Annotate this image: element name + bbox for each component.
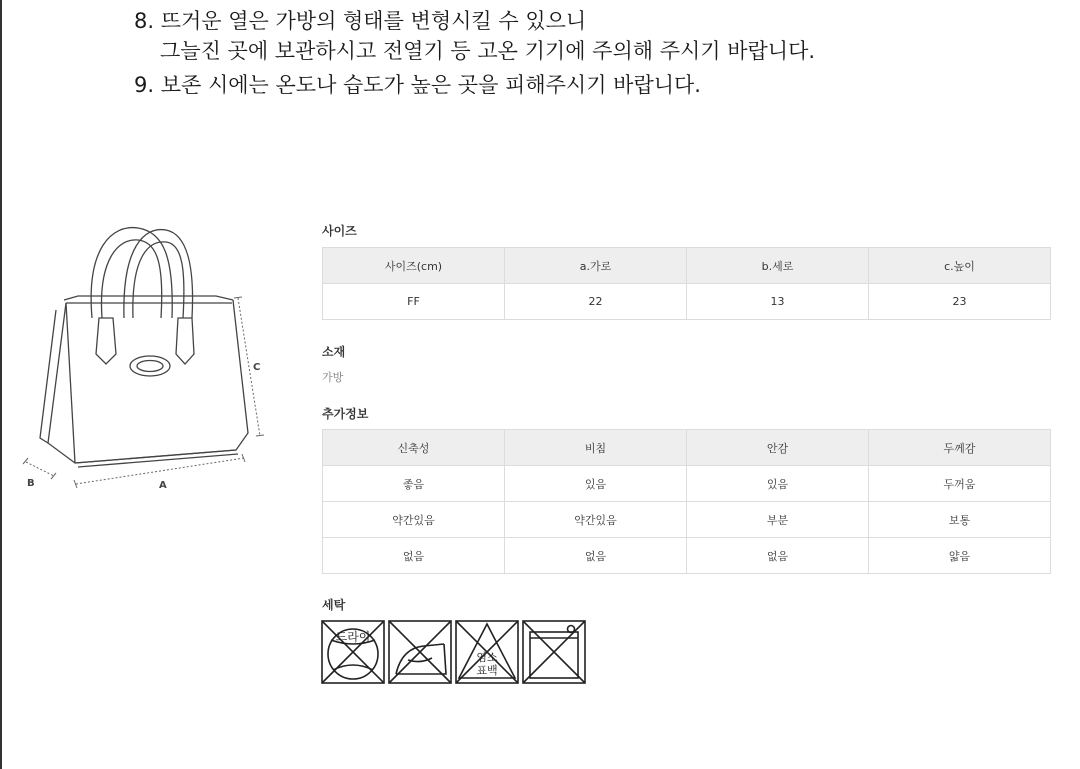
care-icons [321, 620, 586, 684]
size-cell: FF [323, 284, 505, 320]
size-table-header [323, 248, 1051, 284]
size-header-cell: b.세로 [687, 248, 869, 284]
size-header-cell: a.가로 [505, 248, 687, 284]
size-cell: 23 [869, 284, 1051, 320]
extra-header-cell: 신축성 [323, 430, 505, 466]
size-header-cell: c.높이 [869, 248, 1051, 284]
bag-dimension-diagram [20, 218, 280, 493]
table-row [323, 466, 1051, 502]
label-b: B [27, 478, 35, 489]
extra-cell: 보통 [869, 502, 1051, 538]
size-header-cell: 사이즈(cm) [323, 248, 505, 284]
page-border [0, 0, 2, 769]
extra-table-header [323, 430, 1051, 466]
label-a: A [159, 480, 167, 491]
note-9: 9. 보존 시에는 온도나 습도가 높은 곳을 피해주시기 바랍니다. [134, 73, 701, 97]
care-notes [134, 6, 815, 100]
material-value: 가방 [322, 371, 344, 384]
note-8-line-1: 8. 뜨거운 열은 가방의 형태를 변형시킬 수 있으니 [134, 9, 587, 33]
extra-cell: 없음 [505, 538, 687, 574]
extra-cell: 없음 [323, 538, 505, 574]
extra-cell: 두꺼움 [869, 466, 1051, 502]
table-row [323, 284, 1051, 320]
dry-clean-text: 드라이 [335, 630, 371, 644]
extra-cell: 있음 [687, 466, 869, 502]
label-c: C [253, 362, 261, 373]
bleach-text-2: 표백 [476, 664, 498, 677]
table-row [323, 538, 1051, 574]
size-table [322, 247, 1051, 320]
extra-cell: 좋음 [323, 466, 505, 502]
material-section-title: 소재 [322, 345, 346, 359]
extra-cell: 약간있음 [323, 502, 505, 538]
no-tumble-dry-icon [522, 620, 586, 684]
size-cell: 13 [687, 284, 869, 320]
extra-cell: 있음 [505, 466, 687, 502]
extra-header-cell: 안감 [687, 430, 869, 466]
extra-header-cell: 두께감 [869, 430, 1051, 466]
table-row [323, 502, 1051, 538]
size-section-title: 사이즈 [322, 224, 357, 238]
extra-section-title: 추가정보 [322, 407, 369, 421]
no-dry-clean-icon [321, 620, 385, 684]
care-section-title: 세탁 [322, 598, 346, 612]
extra-header-cell: 비침 [505, 430, 687, 466]
extra-info-table [322, 429, 1051, 574]
extra-cell: 없음 [687, 538, 869, 574]
extra-cell: 약간있음 [505, 502, 687, 538]
note-8-line-2: 그늘진 곳에 보관하시고 전열기 등 고온 기기에 주의해 주시기 바랍니다. [160, 39, 816, 63]
size-cell: 22 [505, 284, 687, 320]
extra-cell: 부분 [687, 502, 869, 538]
no-bleach-icon [455, 620, 519, 684]
no-iron-icon [388, 620, 452, 684]
bleach-text-1: 염소 [476, 651, 498, 664]
extra-cell: 얇음 [869, 538, 1051, 574]
